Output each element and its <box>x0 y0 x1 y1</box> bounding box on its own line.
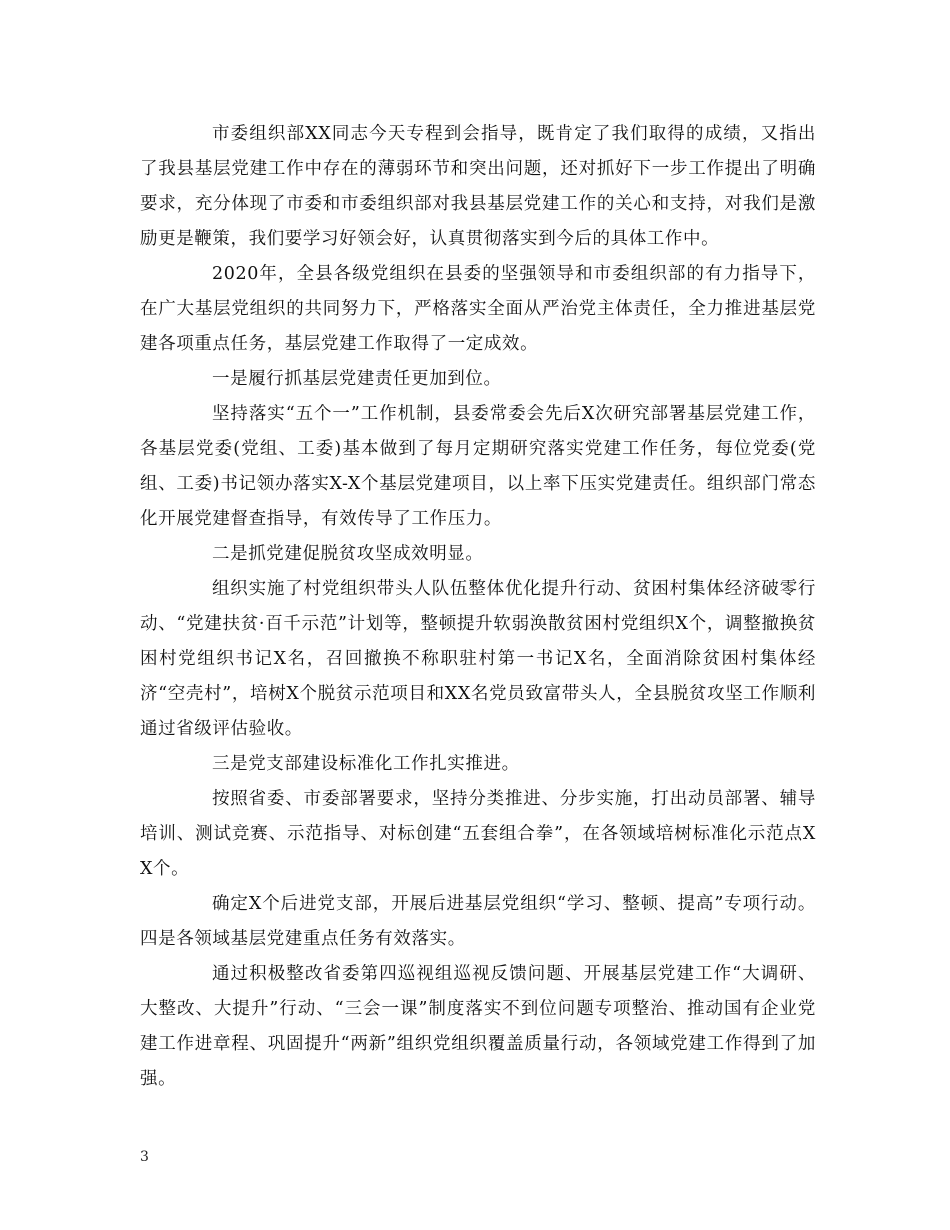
paragraph-10: 通过积极整改省委第四巡视组巡视反馈问题、开展基层党建工作“大调研、大整改、大提升”行动、“三会一课”制度落实不到位问题专项整治、推动国有企业党建工作进章程、巩固提升“两新”组织党组织覆盖质量行动，各领域党建工作得到了加强。 <box>140 964 816 1089</box>
paragraph-3-heading: 一是履行抓基层党建责任更加到位。 <box>212 369 502 389</box>
page-number: 3 <box>140 1149 149 1165</box>
document-body <box>140 117 816 1097</box>
paragraph-4: 坚持落实“五个一”工作机制，县委常委会先后X次研究部署基层党建工作，各基层党委(党组、工委)基本做到了每月定期研究落实党建工作任务，每位党委(党组、工委)书记领办落实X-X个基层党建项目，以上率下压实党建责任。组织部门常态化开展党建督查指导，有效传导了工作压力。 <box>140 404 816 529</box>
paragraph-2: 2020年，全县各级党组织在县委的坚强领导和市委组织部的有力指导下，在广大基层党组织的共同努力下，严格落实全面从严治党主体责任，全力推进基层党建各项重点任务，基层党建工作取得了一定成效。 <box>140 264 816 354</box>
paragraph-6: 组织实施了村党组织带头人队伍整体优化提升行动、贫困村集体经济破零行动、“党建扶贫·百千示范”计划等，整顿提升软弱涣散贫困村党组织X个，调整撤换贫困村党组织书记X名，召回撤换不称职驻村第一书记X名，全面消除贫困村集体经济“空壳村”，培树X个脱贫示范项目和XX名党员致富带头人，全县脱贫攻坚工作顺利通过省级评估验收。 <box>140 579 816 739</box>
paragraph-7-heading: 三是党支部建设标准化工作扎实推进。 <box>212 754 520 774</box>
paragraph-5-heading: 二是抓党建促脱贫攻坚成效明显。 <box>212 544 484 564</box>
paragraph-9: 确定X个后进党支部，开展后进基层党组织“学习、整顿、提高”专项行动。四是各领域基层党建重点任务有效落实。 <box>140 894 816 949</box>
paragraph-1: 市委组织部XX同志今天专程到会指导，既肯定了我们取得的成绩，又指出了我县基层党建工作中存在的薄弱环节和突出问题，还对抓好下一步工作提出了明确要求，充分体现了市委和市委组织部对我县基层党建工作的关心和支持，对我们是激励更是鞭策，我们要学习好领会好，认真贯彻落实到今后的具体工作中。 <box>140 124 816 249</box>
paragraph-8: 按照省委、市委部署要求，坚持分类推进、分步实施，打出动员部署、辅导培训、测试竞赛、示范指导、对标创建“五套组合拳”，在各领域培树标准化示范点XX个。 <box>140 789 816 879</box>
